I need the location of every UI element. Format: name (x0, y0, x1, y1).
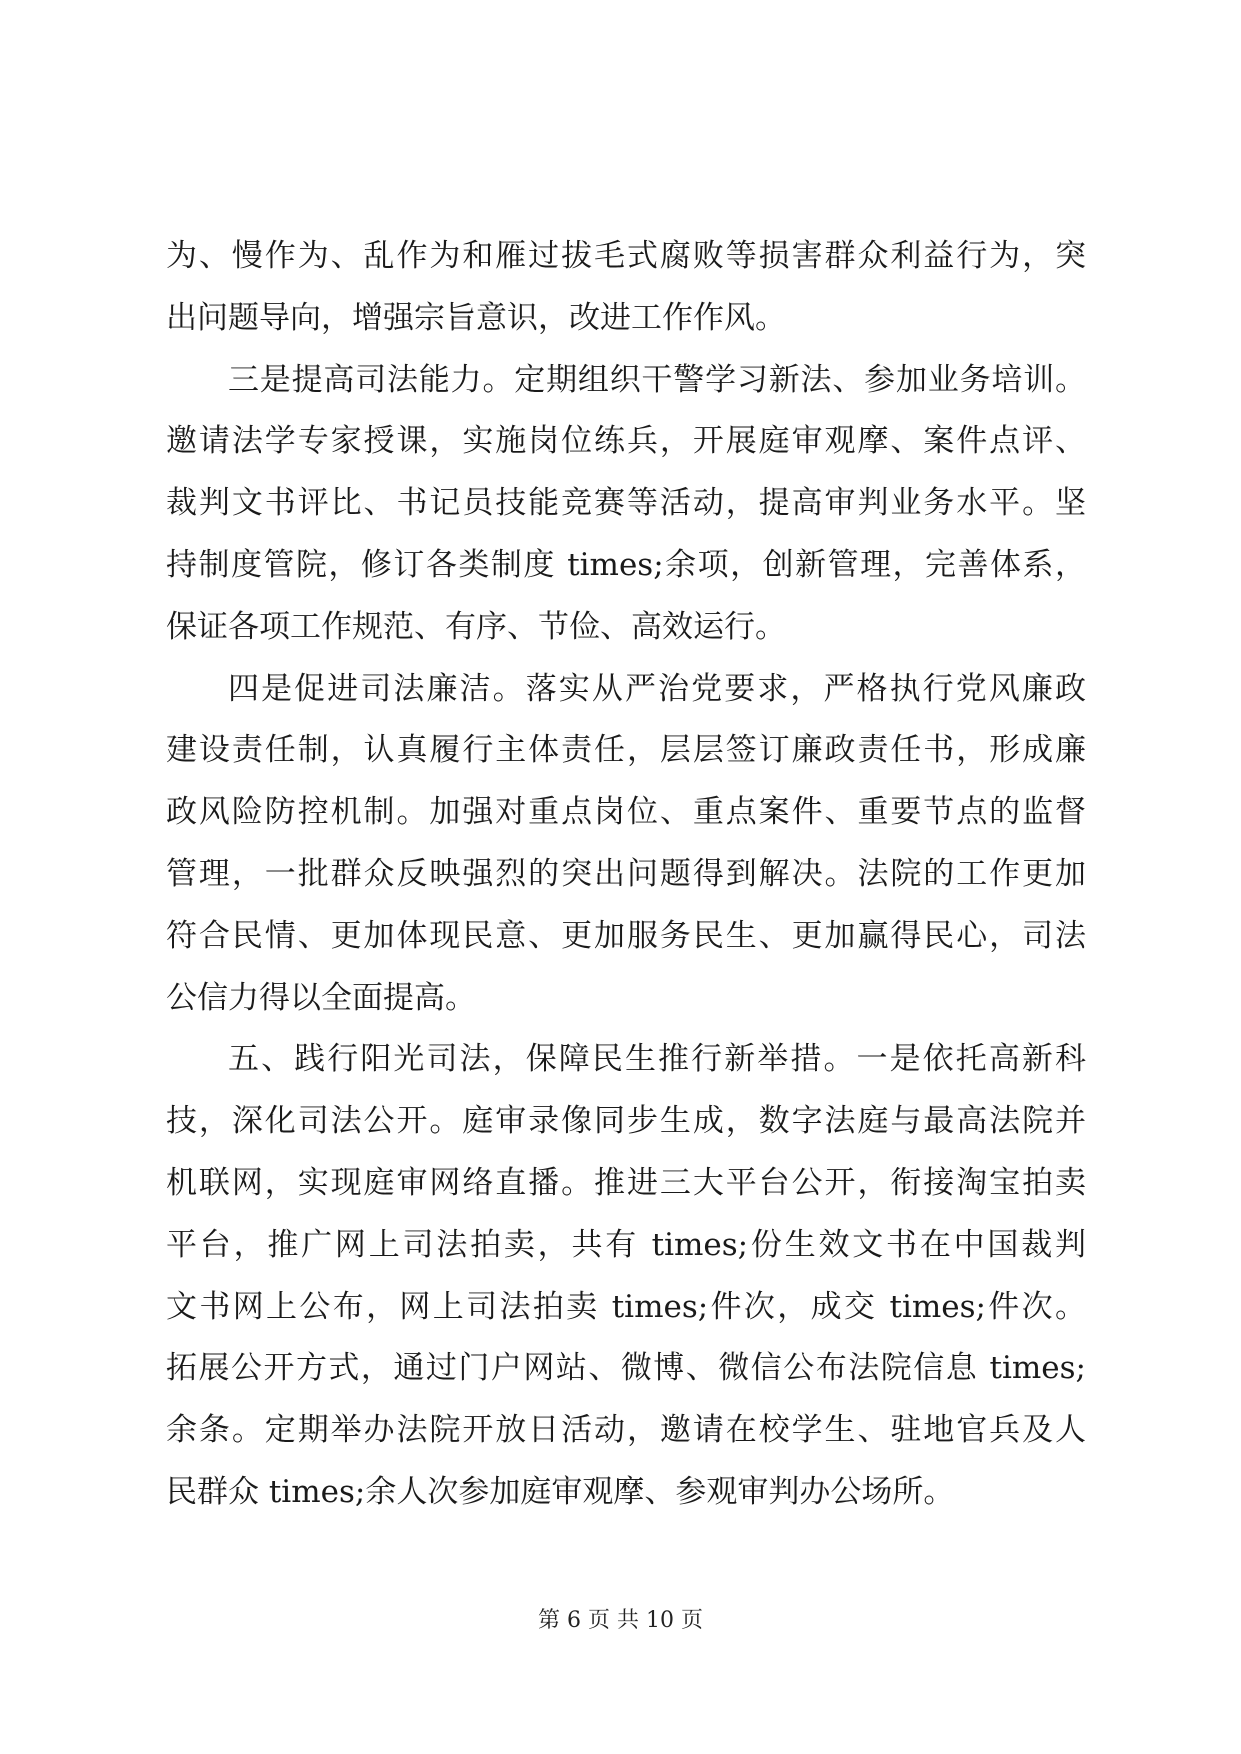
text-line: 民群众 times;余人次参加庭审观摩、参观审判办公场所。 (166, 1473, 955, 1510)
text-line: 公信力得以全面提高。 (166, 979, 476, 1016)
body-text (166, 226, 1086, 1524)
page-footer: 第 6 页 共 10 页 (538, 1608, 703, 1633)
text-line: 裁判文书评比、书记员技能竞赛等活动，提高审判业务水平。坚 (166, 485, 1086, 522)
text-line: 保证各项工作规范、有序、节俭、高效运行。 (166, 608, 786, 645)
paragraph-p-four (166, 659, 1086, 1030)
text-line: 持制度管院，修订各类制度 times;余项，创新管理，完善体系， (166, 546, 1086, 583)
text-line: 管理，一批群众反映强烈的突出问题得到解决。法院的工作更加 (166, 855, 1086, 892)
text-line: 余条。定期举办法院开放日活动，邀请在校学生、驻地官兵及人 (166, 1412, 1086, 1449)
text-line: 出问题导向，增强宗旨意识，改进工作作风。 (166, 299, 786, 336)
paragraph-p-five (166, 1029, 1086, 1523)
text-line: 为、慢作为、乱作为和雁过拔毛式腐败等损害群众利益行为，突 (166, 238, 1086, 274)
paragraph-p-three (166, 350, 1086, 659)
text-line: 技，深化司法公开。庭审录像同步生成，数字法庭与最高法院并 (166, 1103, 1086, 1140)
text-line: 文书网上公布，网上司法拍卖 times;件次，成交 times;件次。 (166, 1288, 1086, 1325)
text-line: 符合民情、更加体现民意、更加服务民生、更加赢得民心，司法 (166, 917, 1086, 954)
text-line: 五、践行阳光司法，保障民生推行新举措。一是依托高新科 (228, 1041, 1086, 1078)
text-line: 三是提高司法能力。定期组织干警学习新法、参加业务培训。 (228, 361, 1086, 398)
paragraph-p-continued (166, 226, 1086, 350)
text-line: 政风险防控机制。加强对重点岗位、重点案件、重要节点的监督 (166, 794, 1086, 831)
text-line: 四是促进司法廉洁。落实从严治党要求，严格执行党风廉政 (228, 670, 1086, 707)
text-line: 邀请法学专家授课，实施岗位练兵，开展庭审观摩、案件点评、 (166, 423, 1086, 460)
text-line: 平台，推广网上司法拍卖，共有 times;份生效文书在中国裁判 (166, 1226, 1086, 1263)
text-line: 建设责任制，认真履行主体责任，层层签订廉政责任书，形成廉 (166, 732, 1086, 769)
text-line: 拓展公开方式，通过门户网站、微博、微信公布法院信息 times; (166, 1350, 1086, 1387)
text-line: 机联网，实现庭审网络直播。推进三大平台公开，衔接淘宝拍卖 (166, 1164, 1086, 1201)
